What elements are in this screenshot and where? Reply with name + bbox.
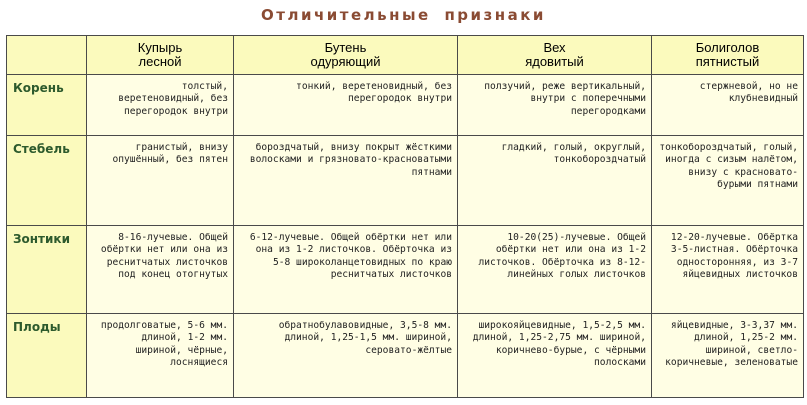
table-cell: яйцевидные, 3-3,37 мм. длиной, 1,25-2 мм. шириной, светло-коричневые, зеленоватые xyxy=(652,314,804,398)
table-cell: 12-20-лучевые. Обёртка 3-5-листная. Обёрточка односторонняя, из 3-7 яйцевидных листочков xyxy=(652,226,804,314)
table-row-umbels xyxy=(7,226,804,314)
table-cell: 8-16-лучевые. Общей обёртки нет или она из реснитчатых листочков под конец отогнутых xyxy=(87,226,234,314)
row-header-stem: Стебель xyxy=(7,136,87,226)
row-header-root: Корень xyxy=(7,75,87,136)
table-cell: гранистый, внизу опушённый, без пятен xyxy=(87,136,234,226)
column-header-vekh xyxy=(458,36,652,75)
table-cell: широкояйцевидные, 1,5-2,5 мм. длиной, 1,25-2,75 мм. шириной, коричнево-бурые, с чёрными полосками xyxy=(458,314,652,398)
table-cell: тонкобороздчатый, голый, иногда с сизым налётом, внизу с красновато-бурыми пятнами xyxy=(652,136,804,226)
table-cell: тонкий, веретеновидный, без перегородок внутри xyxy=(234,75,458,136)
table-cell: бороздчатый, внизу покрыт жёсткими волосками и грязновато-красноватыми пятнами xyxy=(234,136,458,226)
column-header-buten xyxy=(234,36,458,75)
table-cell: продолговатые, 5-6 мм. длиной, 1-2 мм. шириной, чёрные, лоснящиеся xyxy=(87,314,234,398)
table-row-fruits xyxy=(7,314,804,398)
header-corner-cell xyxy=(7,36,87,75)
header-row xyxy=(7,36,804,75)
table-cell: 10-20(25)-лучевые. Общей обёртки нет или она из 1-2 листочков. Обёрточка из 8-12-линейных голых листочков xyxy=(458,226,652,314)
table-row-stem xyxy=(7,136,804,226)
column-header-kupyr xyxy=(87,36,234,75)
row-header-umbels: Зонтики xyxy=(7,226,87,314)
column-header-name: Болиголов xyxy=(695,40,760,55)
column-header-epithet: одуряющий xyxy=(310,54,381,69)
table-row-root xyxy=(7,75,804,136)
page-title: Отличительные признаки xyxy=(261,6,546,24)
table-cell: стержневой, но не клубневидный xyxy=(652,75,804,136)
table-cell: гладкий, голый, округлый, тонкобороздчатый xyxy=(458,136,652,226)
table-cell: 6-12-лучевые. Общей обёртки нет или она из 1-2 листочков. Обёрточка из 5-8 широколанцетовидных по краю реснитчатых листочков xyxy=(234,226,458,314)
column-header-name: Купырь xyxy=(137,40,183,55)
table-cell: толстый, веретеновидный, без перегородок внутри xyxy=(87,75,234,136)
column-header-epithet: лесной xyxy=(138,54,182,69)
column-header-name: Вех xyxy=(543,40,566,55)
comparison-table xyxy=(6,35,804,398)
column-header-epithet: пятнистый xyxy=(695,54,760,69)
table-cell: обратнобулавовидные, 3,5-8 мм. длиной, 1,25-1,5 мм. шириной, серовато-жёлтые xyxy=(234,314,458,398)
column-header-name: Бутень xyxy=(324,40,367,55)
table-cell: ползучий, реже вертикальный, внутри с поперечными перегородками xyxy=(458,75,652,136)
row-header-fruits: Плоды xyxy=(7,314,87,398)
column-header-epithet: ядовитый xyxy=(525,54,584,69)
column-header-boligolov xyxy=(652,36,804,75)
